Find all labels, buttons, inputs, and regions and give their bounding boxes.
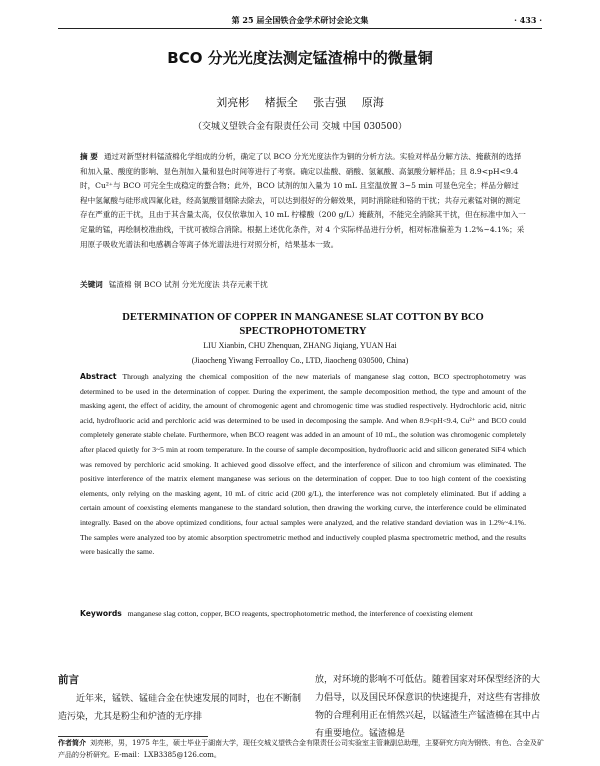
- abstract-english-text: Through analyzing the chemical composition of the new materials of manganese slag cotton, BCO spectrophotometry was determined to be used in the determination of copper. During the experiment, the sample decomposition method, the type and amount of the masking agent, the effect of acidity, the amount of chromogenic agent and chromogenic time was studied respectively. Hydrochloric acid, nitric acid, hydrofluoric acid and perchloric acid was determined to be used in decomposing the sample. And when 8.9<pH<9.4, Cu²⁺ and BCO could completely generate stable chelate. Furthermore, when BCO reagent was added in an amount of 10 mL, the solution was chromogenic completely after placed quietly for 3~5 min at room temperature. In the course of sample decomposition, hydrofluoric acid and silicon generated SiF4 which was removed by perchloric acid smoking. It achieved good dissolve effect, and the interference of silicon and chromium was eliminated. The positive interference of the matrix element manganese was serious on the determination of copper. Due to too high content of the coexisting elements, only relying on the masking agent, 10 mL of citric acid (200 g/L), the interference was not completely eliminated. But if adding a certain amount of coexisting elements manganese to the standard solution, then drawing the working curve, the interference could be eliminated integrally. Based on the above optimized conditions, four actual samples were analyzed, and the relative standard deviation was in 1.2%~4.1%. The samples were analyzed too by atomic absorption spectrometric method and inductively coupled plasma spectrometric method, and the results were basically the same.: [80, 372, 526, 557]
- keywords-english-label: Keywords: [80, 609, 122, 618]
- affiliation-english: (Jiaocheng Yiwang Ferroalloy Co., LTD, Jiaocheng 030500, China): [191, 356, 409, 365]
- keywords-chinese: [80, 278, 526, 293]
- keywords-chinese-label: 关键词: [80, 280, 103, 289]
- abstract-english: [80, 370, 526, 560]
- author-footnote: [58, 738, 546, 761]
- authors-english: LIU Xianbin, CHU Zhenquan, ZHANG Jiqiang, YUAN Hai: [203, 341, 397, 350]
- title-english: DETERMINATION OF COPPER IN MANGANESE SLAT COTTON BY BCO SPECTROPHOTOMETRY: [122, 312, 484, 337]
- footnote-text: 刘亮彬，男，1975 年生，硕士毕业于湖南大学，现任交城义望铁合金有限责任公司实验室主管兼副总助理，主要研究方向为钢铁、有色、合金及矿产品的分析研究。E-mail：LXB3385@126.com。: [58, 739, 545, 759]
- page-number: · 433 ·: [514, 15, 542, 25]
- section-heading-introduction: 前言: [58, 674, 79, 686]
- title-chinese: BCO 分光光度法测定锰渣棉中的微量铜: [167, 49, 433, 67]
- journal-name: 第 25 届全国铁合金学术研讨会论文集: [231, 15, 369, 25]
- body-column-right: 放，对环境的影响不可低估。随着国家对环保型经济的大力倡导，以及国民环保意识的快速提升，对这些有害排放物的合理利用正在悄然兴起，以锰渣生产锰渣棉在其中占有重要地位。锰渣棉是: [315, 675, 541, 739]
- abstract-chinese-label: 摘 要: [80, 152, 98, 161]
- authors-chinese: 刘亮彬 楮振全 张吉强 原海: [216, 96, 384, 109]
- keywords-english-text: manganese slag cotton, copper, BCO reagents, spectrophotometric method, the interference of coexisting element: [127, 609, 473, 618]
- keywords-chinese-text: 锰渣棉 铜 BCO 试剂 分光光度法 共存元素干扰: [108, 280, 268, 289]
- abstract-chinese-text: 通过对新型材料锰渣棉化学组成的分析，确定了以 BCO 分光光度法作为铜的分析方法。实验对样品分解方法、掩蔽剂的选择和加入量、酸度的影响、显色剂加入量和显色时间等进行了考察。确定以盐酸、硝酸、氢氟酸、高氯酸分解样品；且 8.9<pH<9.4 时，Cu²⁺与 BCO 可完全生成稳定的螯合物；此外，BCO 试剂的加入量为 10 mL 且室温放置 3~5 min 可显色完全；样品分解过程中氢氟酸与硅形成四氟化硅，经高氯酸冒烟除去除去，可以达到很好的分解效果，同时消除硅和铬的干扰；共存元素锰对铜的测定存在严重的正干扰，且由于其含量太高，仅仅依靠加入 10 mL 柠檬酸（200 g/L）掩蔽剂，不能完全消除其干扰，但在标准中加入一定量的锰，再绘制校准曲线，干扰可被综合消除。根据上述优化条件，对 4 个实际样品进行分析，相对标准偏差为 1.2%~4.1%；采用原子吸收光谱法和电感耦合等离子体光谱法进行对照分析，结果基本一致。: [80, 152, 526, 249]
- footnote-divider: [58, 736, 208, 737]
- footnote-label: 作者简介: [58, 739, 86, 747]
- abstract-chinese: [80, 150, 526, 252]
- abstract-english-label: Abstract: [80, 372, 117, 381]
- body-column-left: 近年来，锰铁、锰硅合金在快速发展的同时，也在不断制造污染，尤其是粉尘和炉渣的无序排: [58, 694, 302, 722]
- keywords-english: [80, 607, 526, 622]
- affiliation-chinese: （交城义望铁合金有限责任公司 交城 中国 030500）: [193, 122, 407, 132]
- running-header: [58, 14, 542, 29]
